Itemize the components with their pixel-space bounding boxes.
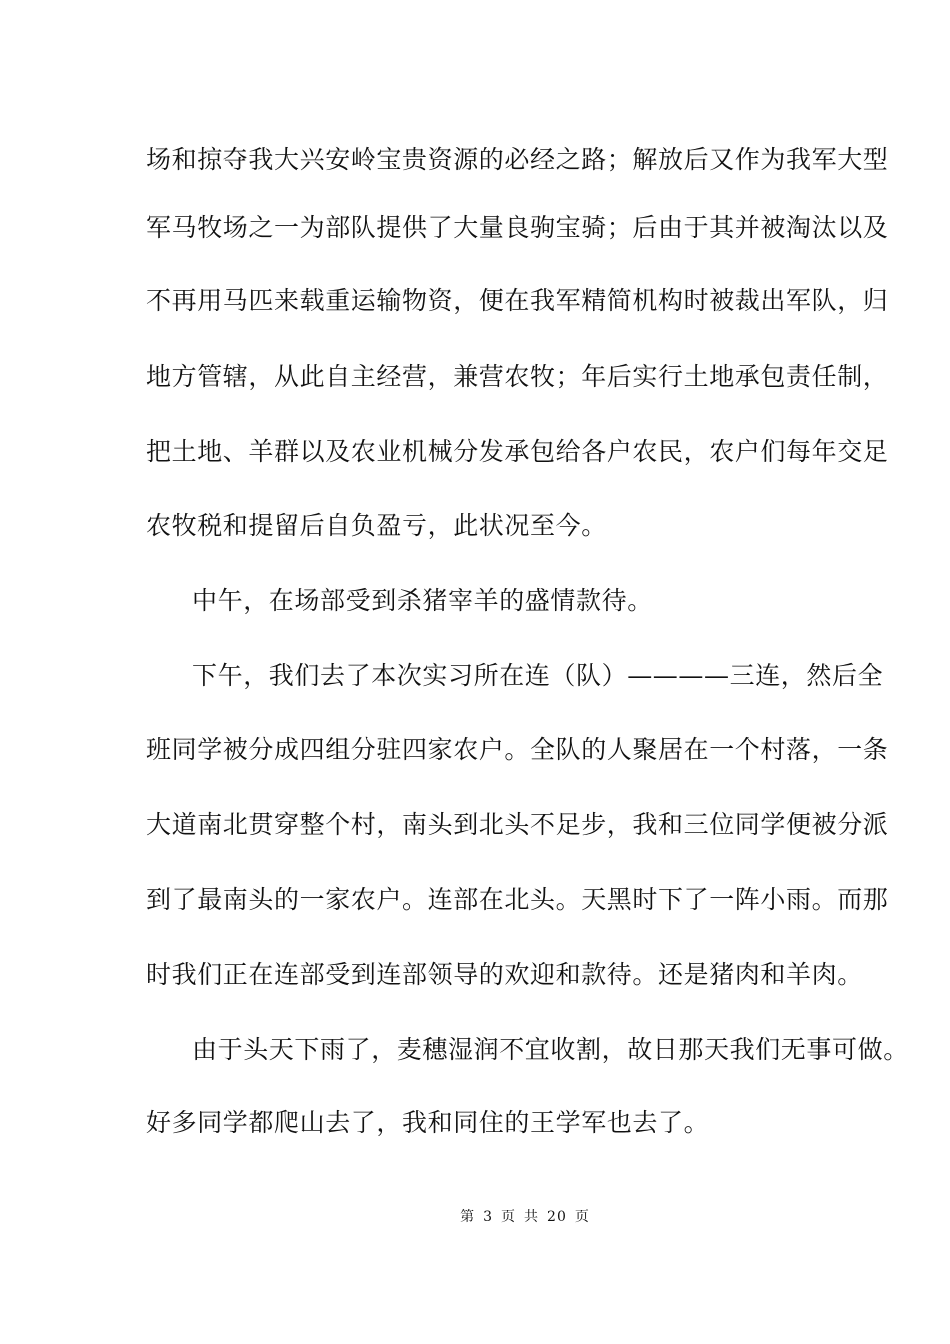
text-line-5: 把土地、羊群以及农业机械分发承包给各户农民，农户们每年交足 xyxy=(146,437,889,466)
text-line-11: 到了最南头的一家农户。连部在北头。天黑时下了一阵小雨。而那 xyxy=(146,885,889,914)
text-line-6: 农牧税和提留后自负盈亏，此状况至今。 xyxy=(146,511,607,540)
text-line-4: 地方管辖，从此自主经营，兼营农牧；年后实行土地承包责任制， xyxy=(146,362,889,391)
text-line-2: 军马牧场之一为部队提供了大量良驹宝骑；后由于其并被淘汰以及 xyxy=(146,213,889,242)
footer-label-ye: 页 xyxy=(501,1209,517,1225)
text-line-7: 中午，在场部受到杀猪宰羊的盛情款待。 xyxy=(192,586,653,615)
text-line-13: 由于头天下雨了，麦穗湿润不宜收割，故日那天我们无事可做。 xyxy=(192,1035,909,1064)
footer-current-page: 3 xyxy=(483,1209,494,1225)
footer-label-ye-2: 页 xyxy=(574,1209,590,1225)
text-line-10: 大道南北贯穿整个村，南头到北头不足步，我和三位同学便被分派 xyxy=(146,810,889,839)
text-line-9: 班同学被分成四组分驻四家农户。全队的人聚居在一个村落，一条 xyxy=(146,735,889,764)
page-footer xyxy=(0,1208,950,1226)
text-line-8: 下午，我们去了本次实习所在连（队）————三连，然后全 xyxy=(192,661,884,690)
text-line-3: 不再用马匹来载重运输物资，便在我军精简机构时被裁出军队，归 xyxy=(146,286,889,315)
text-line-14: 好多同学都爬山去了，我和同住的王学军也去了。 xyxy=(146,1108,710,1137)
text-line-12: 时我们正在连部受到连部领导的欢迎和款待。还是猪肉和羊肉。 xyxy=(146,960,863,989)
footer-label-page: 第 xyxy=(460,1209,476,1225)
footer-total-pages: 20 xyxy=(547,1209,567,1225)
footer-label-total: 共 xyxy=(524,1209,540,1225)
text-line-1: 场和掠夺我大兴安岭宝贵资源的必经之路；解放后又作为我军大型 xyxy=(146,145,889,174)
